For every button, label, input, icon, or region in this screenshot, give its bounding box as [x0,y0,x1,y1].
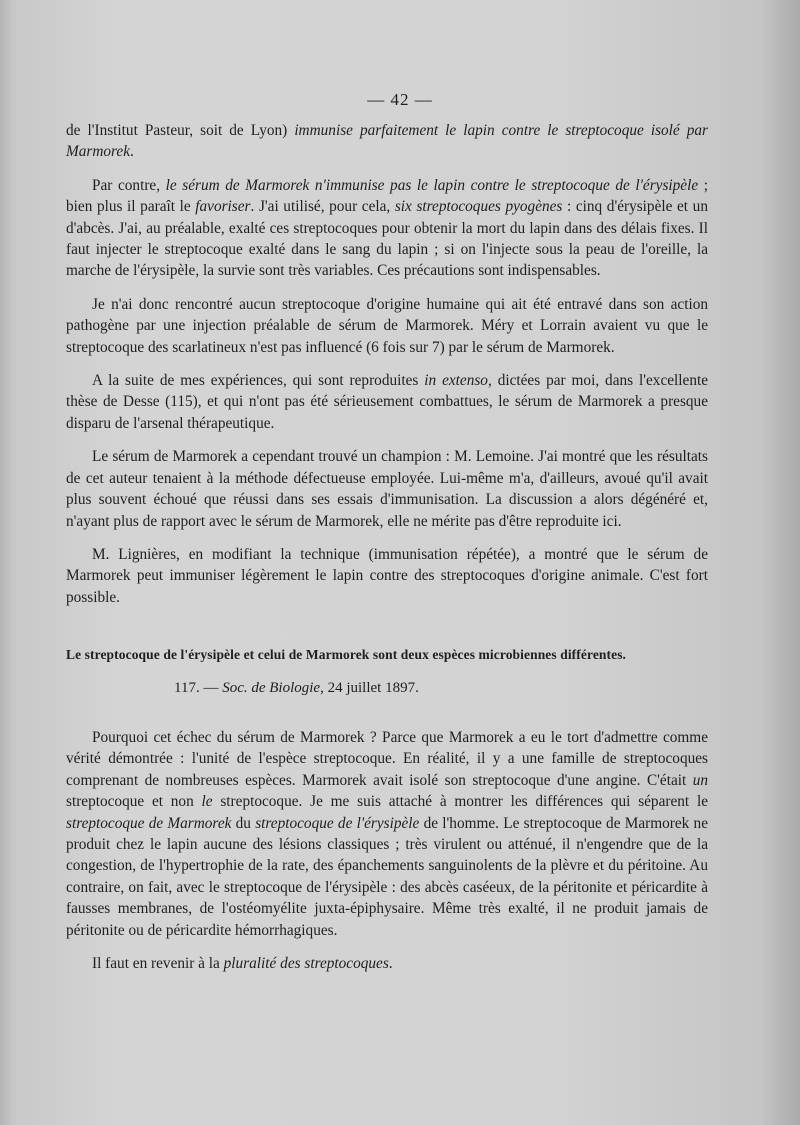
citation [174,678,708,699]
italic-run: in extenso [424,372,488,390]
text-run: , dictées par moi, dans l'excellente thèse de Desse (115), et qui n'ont pas été sérieusement combattues, le sérum de Marmorek a presque disparu de l'arsenal thérapeutique. [66,372,709,432]
section-heading: Le streptocoque de l'érysipèle et celui de Marmorek sont deux espèces microbiennes différentes. [66,647,627,663]
italic-run: le sérum de Marmorek n'immunise pas le lapin contre le streptocoque de l'érysipèle [165,176,699,194]
text-run: Par contre, [92,176,166,194]
text-run: . [130,143,134,161]
text-run: ; bien plus il paraît le [66,176,708,216]
text-run: streptocoque et non [66,793,202,811]
citation-journal: Soc. de Biologie [222,679,321,696]
italic-run: streptocoque de l'érysipèle [255,814,420,832]
text-run: streptocoque. Je me suis attaché à montrer les différences qui séparent le [212,793,708,811]
italic-run: streptocoque de Marmorek [66,814,232,832]
paragraph-6: M. Lignières, en modifiant la technique (immunisation répétée), a montré que le sérum de Marmorek peut immuniser légèrement le lapin contre des streptocoques d'origine animale. C'est fort possible. [66,545,708,606]
page-number: — 42 — [367,90,433,109]
paragraph-4 [66,370,708,434]
text-run: du [231,814,256,832]
citation-number: 117. — [174,679,223,696]
paragraph-1 [66,120,708,163]
page-shadow-left [0,0,14,1125]
italic-run: six streptocoques pyogènes [394,198,563,216]
text-run: de l'homme. Le streptocoque de Marmorek ne produit chez le lapin aucune des lésions classiques ; très virulent ou atténué, il n'engendre que de la congestion, de l'hypertrophie de la rate, des épanchements sanguinolents de la plèvre et du péritoine. Au contraire, on fait, avec le streptocoque de l'érysipèle : des abcès caséeux, de la péritonite et péricardite à fausses membranes, de l'ostéomyélite juxta-épiphysaire. Même très exalté, il ne produit jamais de péritonite ou de péricardite hémorrhagiques. [66,814,708,939]
text-run: . J'ai utilisé, pour cela, [250,198,395,216]
text-run: Il faut en revenir à la [92,955,224,972]
citation-date: , 24 juillet 1897. [320,679,419,696]
italic-run: immunise parfaitement le lapin contre le streptocoque isolé par Marmorek [66,122,708,161]
italic-run: pluralité des streptocoques [223,955,389,972]
text-run: A la suite de mes expériences, qui sont reproduites [92,372,425,390]
page-shadow-right [760,0,800,1125]
body-text [66,120,708,986]
italic-run: favoriser [195,198,251,216]
italic-run: le [201,793,213,811]
text-run: : cinq d'érysipèle et un d'abcès. J'ai, au préalable, exalté ces streptocoques pour obtenir la mort du lapin dans des délais fixes. Il faut injecter le streptocoque exalté dans le sang du lapin ; si on l'injecte sous la peau de l'oreille, la marche de l'érysipèle, la survie sont très variables. Ces précautions sont indispensables. [66,198,708,280]
paragraph-8 [66,953,708,974]
paragraph-5: Le sérum de Marmorek a cependant trouvé un champion : M. Lemoine. J'ai montré que les résultats de cet auteur tenaient à la méthode défectueuse employée. Lui-même m'a, d'ailleurs, avoué qu'il avait plus souvent échoué que réussi dans ses essais d'immunisation. La discussion a alors dégénéré et, n'ayant plus de rapport avec le sérum de Marmorek, elle ne mérite pas d'être reproduite ici. [66,448,708,530]
italic-run: un [692,771,708,789]
text-run: de l'Institut Pasteur, soit de Lyon) [66,122,295,139]
text-run: Pourquoi cet échec du sérum de Marmorek ? Parce que Marmorek a eu le tort d'admettre comme vérité démontrée : l'unité de l'espèce streptocoque. En réalité, il y a une famille de streptocoques comprenant de nombreuses espèces. Marmorek avait isolé son streptocoque d'une angine. C'était [66,728,708,789]
paragraph-3: Je n'ai donc rencontré aucun streptocoque d'origine humaine qui ait été entravé dans son action pathogène par une injection préalable de sérum de Marmorek. Méry et Lorrain avaient vu que le streptocoque des scarlatineux n'est pas influencé (6 fois sur 7) par le sérum de Marmorek. [66,295,708,356]
text-run: . [388,955,393,972]
paragraph-7 [66,727,708,941]
paragraph-2 [66,175,708,282]
